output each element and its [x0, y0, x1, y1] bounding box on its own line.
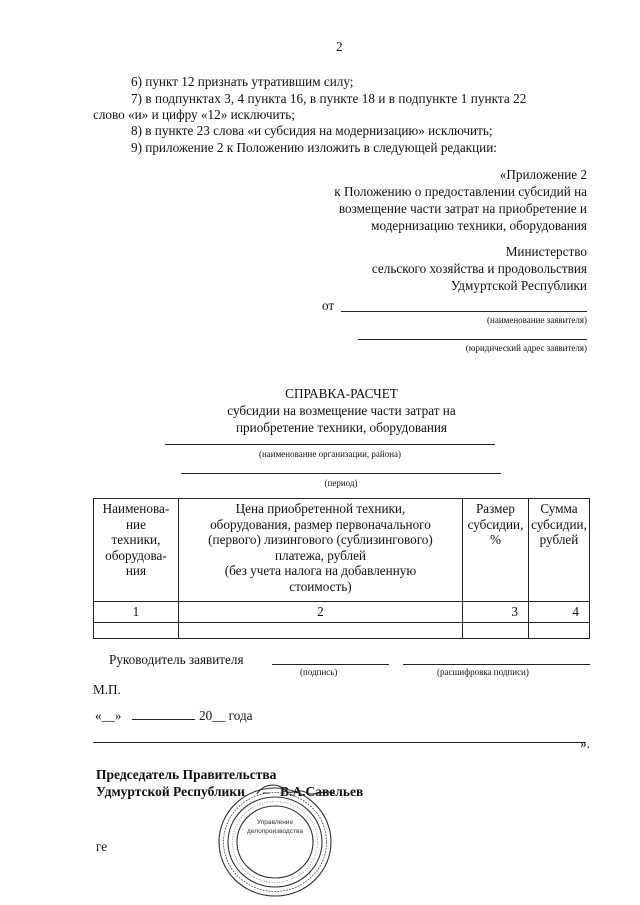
executor-initials: ге [96, 839, 108, 854]
signature-line [272, 664, 389, 665]
appendix-ref-line1: к Положению о предоставлении субсидий на [334, 184, 587, 199]
legal-address-line [358, 339, 587, 340]
table-number-row [94, 602, 590, 623]
table-cell [463, 622, 529, 638]
chairman-name: В.А.Савельев [280, 784, 364, 799]
organization-line [165, 444, 495, 445]
date-day: «__» [95, 708, 122, 723]
chairman-title-line1: Председатель Правительства [96, 767, 277, 782]
column-number-4: 4 [528, 602, 589, 623]
header-price: Цена приобретенной техники, оборудования, размер первоначального (первого) лизингового (сублизингового) платежа, рублей (без учета налога на добавленную стоимость) [178, 499, 462, 602]
from-label: от [322, 298, 335, 313]
subsidy-calculation-table [93, 498, 590, 639]
seal-inner-ring [237, 806, 313, 878]
amendment-item-7: 7) в подпунктах 3, 4 пункта 16, в пункте 18 и в подпункте 1 пункта 22 [131, 91, 527, 106]
form-title: СПРАВКА-РАСЧЕТ [285, 386, 398, 401]
form-subtitle-line1: субсидии на возмещение части затрат на [227, 403, 456, 418]
seal-middle-ring [228, 797, 322, 887]
table-cell [178, 622, 462, 638]
signature-decode-caption: (расшифровка подписи) [437, 667, 529, 677]
date-year: 20__ года [199, 708, 253, 723]
appendix-label: «Приложение 2 [499, 167, 587, 182]
amendment-item-7-cont: слово «и» и цифру «12» исключить; [93, 107, 295, 122]
amendment-item-9: 9) приложение 2 к Положению изложить в следующей редакции: [131, 140, 497, 155]
applicant-name-line [341, 311, 587, 312]
header-subsidy-rate: Размер субсидии, % [463, 499, 529, 602]
period-line [181, 473, 501, 474]
seal-center-text-2: делопроизводства [247, 828, 303, 835]
amendment-item-6: 6) пункт 12 признать утратившим силу; [131, 74, 354, 89]
amendment-item-8: 8) в пункте 23 слова «и субсидия на модернизацию» исключить; [131, 123, 493, 138]
ministry-line1: Министерство [505, 244, 587, 259]
column-number-2: 2 [178, 602, 462, 623]
ministry-line2: сельского хозяйства и продовольствия [371, 261, 587, 276]
table-cell [94, 622, 179, 638]
ministry-line3: Удмуртской Республики [450, 278, 587, 293]
applicant-name-caption: (наименование заявителя) [487, 315, 587, 325]
closing-quote: ». [580, 736, 590, 751]
form-subtitle-line2: приобретение техники, оборудования [235, 420, 448, 435]
period-caption: (период) [324, 478, 358, 488]
chairman-dash: – [263, 784, 270, 799]
table-header-row [94, 499, 590, 602]
seal-center-text-1: Управление [256, 819, 294, 826]
signature-caption: (подпись) [300, 667, 338, 677]
date-month-line [132, 719, 195, 720]
closing-line [93, 742, 586, 743]
header-subsidy-amount: Сумма субсидии, рублей [528, 499, 589, 602]
signature-decode-line [403, 664, 590, 665]
head-label: Руководитель заявителя [109, 652, 244, 667]
appendix-ref-line2: возмещение части затрат на приобретение и [338, 201, 587, 216]
seal-ring-lettering [224, 793, 327, 892]
column-number-1: 1 [94, 602, 179, 623]
appendix-ref-line3: модернизацию техники, оборудования [371, 218, 587, 233]
stamp-place-label: М.П. [93, 682, 121, 697]
table-cell [528, 622, 589, 638]
official-seal [205, 780, 355, 898]
page-number: 2 [336, 39, 343, 54]
header-equipment-name: Наименова- ние техники, оборудова- ния [94, 499, 179, 602]
table-row [94, 622, 590, 638]
seal-outer-ring [219, 788, 331, 896]
legal-address-caption: (юридический адрес заявителя) [465, 343, 587, 353]
column-number-3: 3 [463, 602, 529, 623]
organization-caption: (наименование организации, района) [258, 449, 402, 459]
chairman-title-line2: Удмуртской Республики [96, 784, 245, 799]
